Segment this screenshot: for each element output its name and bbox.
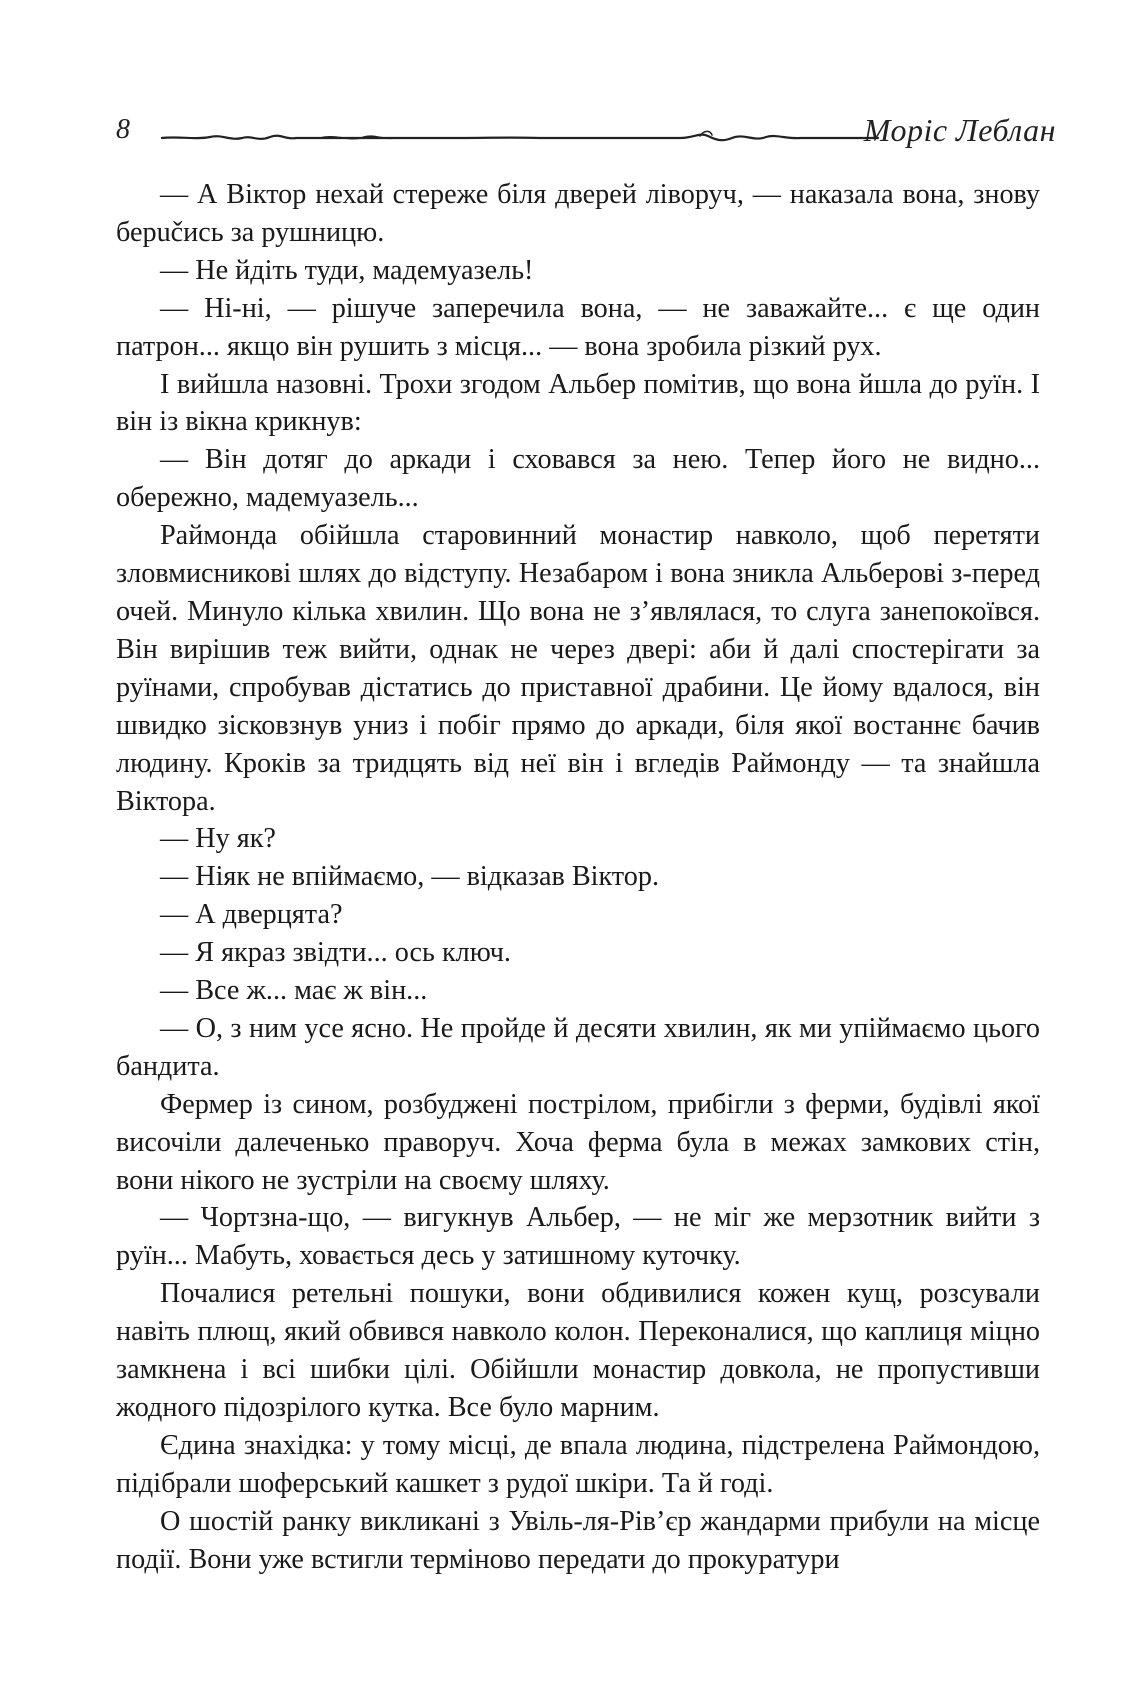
paragraph: — Ніяк не впіймаємо, — відказав Віктор. — [160, 861, 659, 893]
paragraph: — Чортзна-що, — вигукнув Альбер, — не міг же мерзотник вийти з руїн... Мабуть, ховається десь у затишному куточку. — [116, 1202, 1040, 1272]
paragraph: — Все ж... має ж він... — [160, 975, 428, 1007]
paragraph: — Ні-ні, — рішуче заперечила вона, — не заважайте... є ще один патрон... якщо він рушить з місця... — вона зробила різкий рух. — [116, 292, 1040, 362]
paragraph: — Я якраз звідти... ось ключ. — [160, 937, 511, 969]
paragraph: — А дверцята? — [160, 899, 343, 931]
page-number: 8 — [116, 114, 130, 145]
paragraph: — Не йдіть туди, мадемуазель! — [160, 254, 534, 286]
paragraph: Почалися ретельні пошуки, вони обдивилися кожен кущ, розсували навіть плющ, який обвився навколо колон. Переконалися, що каплиця міцно замкнена і всі шибки цілі. Обійшли монастир довкола, не пропустивши жодного підозрілого кутка. Все було марним. — [116, 1278, 1040, 1423]
paragraph: — Ну як? — [160, 823, 276, 855]
paragraph: — А Віктор нехай стереже біля дверей ліворуч, — наказала вона, знову берučись за рушницю. — [116, 179, 1040, 248]
body-text — [116, 176, 1040, 1579]
author-name: Моріс Леблан — [863, 112, 1056, 148]
paragraph: Єдина знахідка: у тому місці, де впала людина, підстрелена Раймондою, підібрали шоферський кашкет з рудої шкіри. Та й годі. — [116, 1429, 1040, 1499]
paragraph: Раймонда обійшла старовинний монастир навколо, щоб перетяти зловмисникові шлях до відступу. Незабаром і вона зникла Альберові з-перед очей. Минуло кілька хвилин. Що вона не з’являлася, то слуга занепокоївся. Він вирішив теж вийти, однак не через двері: аби й далі спостерігати за руїнами, спробував дістатись до приставної драбини. Це йому вдалося, він швидко зісковзнув униз і побіг прямо до аркади, біля якої востаннє бачив людину. Кроків за тридцять від неї він і вгледів Раймонду — та знайшла Віктора. — [116, 520, 1040, 817]
running-header — [116, 110, 1056, 160]
paragraph: — О, з ним усе ясно. Не пройде й десяти хвилин, як ми упіймаємо цього бандита. — [116, 1012, 1040, 1082]
flourish-divider-icon — [160, 118, 880, 158]
paragraph: — Він дотяг до аркади і сховався за нею. Тепер його не видно... обережно, мадемуазель... — [116, 444, 1040, 514]
paragraph: І вийшла назовні. Трохи згодом Альбер помітив, що вона йшла до руїн. І він із вікна крикнув: — [116, 368, 1040, 438]
paragraph: О шостій ранку викликані з Увіль-ля-Рів’єр жандарми прибули на місце події. Вони уже встигли терміново передати до прокуратури — [116, 1505, 1040, 1575]
paragraph: Фермер із сином, розбуджені пострілом, прибігли з ферми, будівлі якої височіли далеченько праворуч. Хоча ферма була в межах замкових стін, вони нікого не зустріли на своєму шляху. — [116, 1088, 1040, 1196]
